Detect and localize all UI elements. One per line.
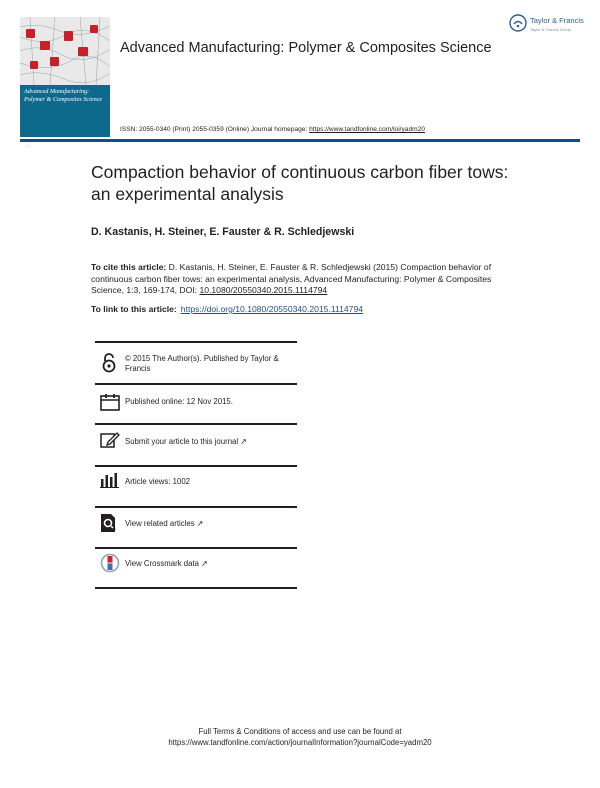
article-link-line xyxy=(91,304,363,314)
journal-title: Advanced Manufacturing: Polymer & Composites Science xyxy=(120,40,492,56)
info-divider xyxy=(95,587,297,589)
bar-chart-icon xyxy=(100,472,120,492)
citation-doi-link[interactable]: 10.1080/20550340.2015.1114794 xyxy=(199,285,328,295)
article-title: Compaction behavior of continuous carbon fiber tows: an experimental analysis xyxy=(91,162,509,204)
citation-block xyxy=(91,262,501,297)
calendar-icon xyxy=(100,393,120,413)
cover-artwork xyxy=(20,17,110,85)
footer xyxy=(0,726,600,748)
external-link-icon: ↗ xyxy=(200,559,208,568)
crossmark-icon xyxy=(100,553,120,573)
info-divider xyxy=(95,547,297,549)
submit-article-row[interactable] xyxy=(95,431,297,459)
info-divider xyxy=(95,383,297,385)
journal-homepage-link[interactable]: https://www.tandfonline.com/loi/yadm20 xyxy=(309,126,425,133)
crossmark-row[interactable] xyxy=(95,553,297,581)
citation-label: To cite this article: xyxy=(91,262,167,272)
info-divider xyxy=(95,341,297,343)
publisher-subtitle: Taylor & Francis Group xyxy=(530,27,571,32)
header-divider xyxy=(20,139,580,142)
issn-line xyxy=(120,126,425,133)
citation-text: D. Kastanis, H. Steiner, E. Fauster & R. Schledjewski (2015) Compaction behavior of continuous carbon fiber tows: an experimental analysis, Advanced Manufacturing: Polymer & Composites Science, 1:3, 169-174, DOI: xyxy=(91,262,492,295)
info-divider xyxy=(95,506,297,508)
related-articles-link[interactable] xyxy=(125,519,300,529)
open-access-icon xyxy=(100,352,120,372)
journal-cover-image xyxy=(20,17,110,148)
crossmark-label: View Crossmark data xyxy=(125,559,199,568)
article-doi-url[interactable]: https://doi.org/10.1080/20550340.2015.1114794 xyxy=(180,304,364,314)
publisher-logo-icon xyxy=(509,14,527,32)
published-date: Published online: 12 Nov 2015. xyxy=(125,397,233,406)
crossmark-link[interactable] xyxy=(125,559,300,569)
submit-article-link[interactable] xyxy=(125,437,300,447)
copyright-row xyxy=(95,353,297,381)
publisher-name: Taylor & Francis xyxy=(530,16,584,25)
external-link-icon: ↗ xyxy=(240,437,247,446)
published-row xyxy=(95,393,297,421)
cover-publisher-mark: T&F xyxy=(25,143,33,148)
link-label: To link to this article: xyxy=(91,304,177,314)
article-views: Article views: 1002 xyxy=(125,477,191,486)
info-divider xyxy=(95,423,297,425)
copyright-text: © 2015 The Author(s). Published by Taylor & Francis xyxy=(125,354,279,373)
external-link-icon: ↗ xyxy=(196,519,204,528)
info-divider xyxy=(95,465,297,467)
footer-terms-link[interactable]: https://www.tandfonline.com/action/journalInformation?journalCode=yadm20 xyxy=(168,738,432,747)
submit-article-label: Submit your article to this journal xyxy=(125,437,239,446)
issn-text: ISSN: 2055-0340 (Print) 2055-0359 (Online) Journal homepage: xyxy=(120,126,310,133)
related-articles-row[interactable] xyxy=(95,513,297,541)
article-views-row xyxy=(95,472,297,500)
footer-terms-text: Full Terms & Conditions of access and use can be found at xyxy=(198,727,402,736)
article-authors: D. Kastanis, H. Steiner, E. Fauster & R. Schledjewski xyxy=(91,226,355,238)
edit-icon xyxy=(100,431,120,451)
search-document-icon xyxy=(100,513,120,533)
cover-title: Advanced Manufacturing: Polymer & Composites Science xyxy=(24,88,103,103)
publisher-logo[interactable] xyxy=(509,14,587,38)
related-articles-label: View related articles xyxy=(125,519,195,528)
